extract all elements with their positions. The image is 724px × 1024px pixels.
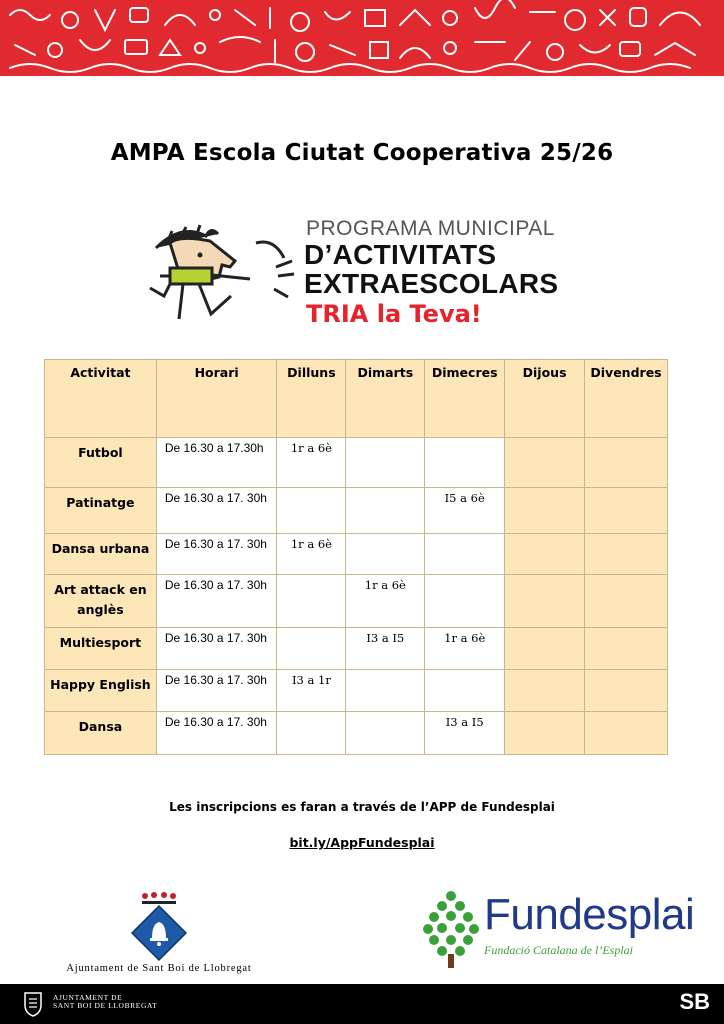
cell-dilluns: I3 a 1r [277,670,346,712]
header-activitat: Activitat [45,360,157,438]
table-row [45,670,668,712]
cell-dimarts: 1r a 6è [346,575,425,628]
cell-dimecres [425,575,505,628]
table-row [45,628,668,670]
activity-name: Dansa [45,712,157,755]
cell-dimarts [346,438,425,488]
table-row [45,488,668,534]
activity-schedule: De 16.30 a 17. 30h [156,628,277,670]
header-dimecres: Dimecres [425,360,505,438]
crest-icon [22,991,44,1017]
program-label: PROGRAMA MUNICIPAL [306,217,555,240]
footer-bar [0,984,724,1024]
cell-dijous [505,712,585,755]
cell-dimarts: I3 a I5 [346,628,425,670]
header-dimarts: Dimarts [346,360,425,438]
activity-name: Dansa urbana [45,534,157,575]
registration-note: Les inscripcions es faran a través de l’APP de Fundesplai [169,800,555,814]
footer-line1: AJUNTAMENT DE [53,993,123,1002]
cell-divendres [585,438,668,488]
activity-schedule: De 16.30 a 17. 30h [156,488,277,534]
cell-dilluns [277,575,346,628]
activity-schedule: De 16.30 a 17. 30h [156,670,277,712]
activity-name: Art attack en anglès [45,575,157,628]
app-link[interactable]: bit.ly/AppFundesplai [289,835,435,850]
cell-dilluns: 1r a 6è [277,438,346,488]
cell-dimarts [346,670,425,712]
program-slogan: TRIA la Teva! [306,300,482,328]
cell-dijous [505,438,585,488]
activity-name: Multiesport [45,628,157,670]
cell-divendres [585,712,668,755]
activity-name: Patinatge [45,488,157,534]
activity-schedule: De 16.30 a 17.30h [156,438,277,488]
bell-shield-icon [124,890,194,962]
schedule-table [44,359,668,755]
doodle-banner [0,0,724,76]
table-row [45,575,668,628]
fundesplai-logo [420,888,704,970]
cell-dijous [505,628,585,670]
table-row [45,534,668,575]
ajuntament-name: Ajuntament de Sant Boi de Llobregat [66,963,252,974]
cell-dilluns: 1r a 6è [277,534,346,575]
cell-dilluns [277,488,346,534]
cell-dimecres [425,438,505,488]
program-title-line2: EXTRAESCOLARS [304,268,559,299]
table-header-row [45,360,668,438]
cell-dilluns [277,628,346,670]
doodle-pattern-icon [0,0,724,76]
page-title: AMPA Escola Ciutat Cooperativa 25/26 [110,140,614,166]
cell-divendres [585,575,668,628]
cell-dimecres: I5 a 6è [425,488,505,534]
cell-divendres [585,670,668,712]
kid-kicking-icon [148,213,298,333]
activity-name: Futbol [45,438,157,488]
footer-brand: SB [679,989,710,1014]
activity-name: Happy English [45,670,157,712]
footer-line2: SANT BOI DE LLOBREGAT [53,1001,158,1010]
activity-schedule: De 16.30 a 17. 30h [156,534,277,575]
header-horari: Horari [156,360,277,438]
cell-dijous [505,670,585,712]
program-title-line1: D’ACTIVITATS [304,239,497,270]
fundesplai-name: Fundesplai [484,890,695,939]
fundesplai-subtitle: Fundació Catalana de l’Esplai [484,943,633,957]
header-dilluns: Dilluns [277,360,346,438]
cell-dimecres: I3 a I5 [425,712,505,755]
activity-schedule: De 16.30 a 17. 30h [156,712,277,755]
tree-icon [420,888,482,970]
program-logo [148,213,598,333]
cell-divendres [585,534,668,575]
cell-dimarts [346,712,425,755]
header-dijous: Dijous [505,360,585,438]
cell-dimarts [346,534,425,575]
cell-dimecres [425,534,505,575]
ajuntament-logo [44,890,274,980]
cell-dimecres [425,670,505,712]
header-divendres: Divendres [585,360,668,438]
footer-ajuntament-text [53,994,157,1010]
cell-dijous [505,575,585,628]
cell-dijous [505,488,585,534]
cell-divendres [585,488,668,534]
cell-dilluns [277,712,346,755]
activity-schedule: De 16.30 a 17. 30h [156,575,277,628]
cell-divendres [585,628,668,670]
cell-dijous [505,534,585,575]
table-row [45,712,668,755]
cell-dimarts [346,488,425,534]
cell-dimecres: 1r a 6è [425,628,505,670]
table-row [45,438,668,488]
